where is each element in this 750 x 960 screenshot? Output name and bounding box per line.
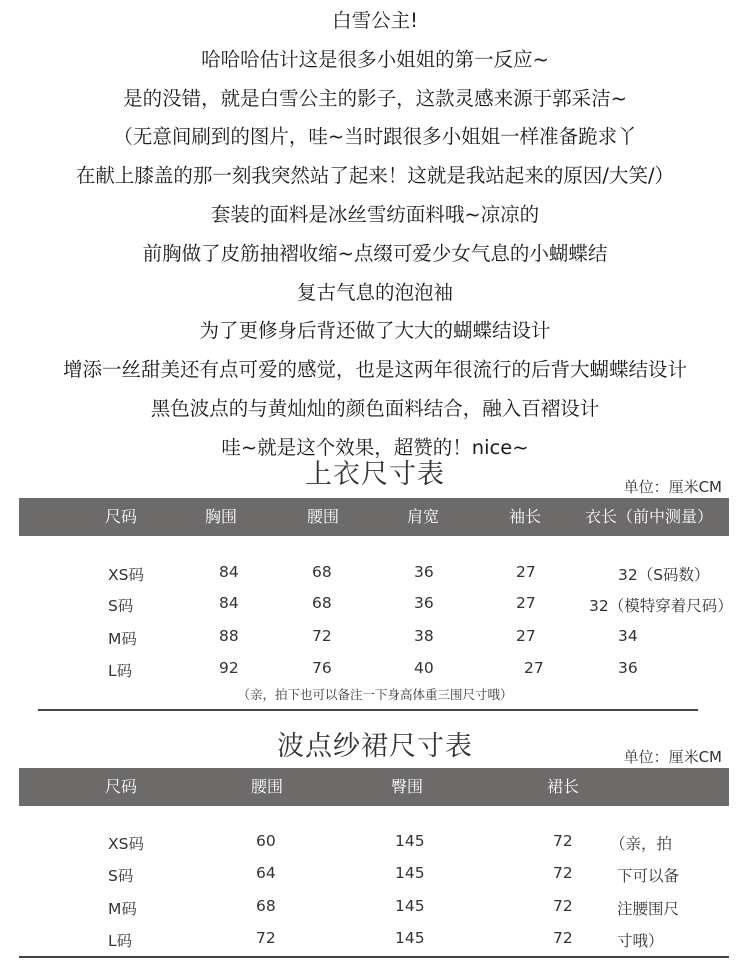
- description-line: 黑色波点的与黄灿灿的颜色面料结合，融入百褶设计: [150, 396, 600, 420]
- top-size-unit: 单位：厘米CM: [623, 478, 722, 496]
- hip-cell: 145: [395, 929, 425, 947]
- size-cell: M码: [108, 900, 137, 918]
- skirt-length-cell: 72: [553, 864, 573, 882]
- hip-cell: 145: [395, 897, 425, 915]
- hip-cell: 145: [395, 864, 425, 882]
- size-cell: XS码: [108, 835, 144, 853]
- header-sleeve: 袖长: [509, 507, 542, 526]
- length-cell: 32（S码数）: [618, 566, 710, 584]
- skirt-size-table-title: 波点纱裙尺寸表: [277, 731, 473, 762]
- chest-cell: 84: [219, 563, 239, 581]
- description-line: 套装的面料是冰丝雪纺面料哦~凉凉的: [210, 202, 540, 226]
- description-line: 是的没错，就是白雪公主的影子，这款灵感来源于郭采洁~: [123, 86, 627, 110]
- waist-cell: 76: [312, 659, 332, 677]
- chest-cell: 92: [219, 659, 239, 677]
- sleeve-cell: 27: [516, 594, 536, 612]
- description-line: （无意间刷到的图片，哇~当时跟很多小姐姐一样准备跪求丫: [113, 125, 637, 149]
- description-line: 前胸做了皮筋抽褶收缩~点缀可爱少女气息的小蝴蝶结: [142, 241, 608, 265]
- table-bottom-rule: [19, 956, 729, 958]
- top-size-table-header: [19, 498, 729, 536]
- waist-cell: 72: [256, 929, 276, 947]
- shoulder-cell: 38: [414, 627, 434, 645]
- skirt-side-note: 寸哦）: [617, 932, 664, 950]
- skirt-length-cell: 72: [553, 832, 573, 850]
- header-length: 衣长（前中测量）: [585, 507, 714, 526]
- description-line: 哇~就是这个效果，超赞的！nice~: [221, 435, 529, 459]
- size-cell: S码: [108, 867, 134, 885]
- header-waist: 腰围: [251, 777, 284, 796]
- length-cell: 32（模特穿着尺码）: [589, 597, 733, 615]
- size-cell: XS码: [108, 566, 144, 584]
- sleeve-cell: 27: [524, 659, 544, 677]
- skirt-side-note: 注腰围尺: [617, 900, 680, 918]
- size-cell: S码: [108, 597, 134, 615]
- chest-cell: 84: [219, 594, 239, 612]
- header-size: 尺码: [105, 777, 138, 796]
- waist-cell: 68: [256, 897, 276, 915]
- section-divider: [38, 709, 698, 711]
- skirt-side-note: 下可以备: [617, 867, 680, 885]
- size-cell: L码: [108, 662, 133, 680]
- length-cell: 36: [618, 659, 638, 677]
- top-size-note: （亲，拍下也可以备注一下身高体重三围尺寸哦）: [237, 687, 513, 702]
- description-line: 哈哈哈估计这是很多小姐姐的第一反应~: [201, 47, 549, 71]
- hip-cell: 145: [395, 832, 425, 850]
- header-skirt-length: 裙长: [547, 777, 580, 796]
- description-line: 在献上膝盖的那一刻我突然站了起来！这就是我站起来的原因/大笑/）: [75, 164, 675, 188]
- skirt-size-unit: 单位：厘米CM: [623, 748, 722, 766]
- chest-cell: 88: [219, 627, 239, 645]
- header-shoulder: 肩宽: [407, 507, 440, 526]
- description-line: 白雪公主!: [332, 9, 418, 32]
- description-line: 复古气息的泡泡袖: [296, 280, 453, 304]
- waist-cell: 68: [312, 594, 332, 612]
- waist-cell: 72: [312, 627, 332, 645]
- skirt-side-note: （亲，拍: [610, 835, 673, 853]
- top-size-table-title: 上衣尺寸表: [305, 459, 445, 490]
- header-chest: 胸围: [205, 507, 238, 526]
- shoulder-cell: 36: [414, 594, 434, 612]
- description-line: 为了更修身后背还做了大大的蝴蝶结设计: [199, 319, 551, 343]
- header-size: 尺码: [105, 507, 138, 526]
- sleeve-cell: 27: [516, 627, 536, 645]
- description-line: 增添一丝甜美还有点可爱的感觉，也是这两年很流行的后背大蝴蝶结设计: [62, 358, 687, 382]
- waist-cell: 64: [256, 864, 276, 882]
- size-cell: M码: [108, 630, 137, 648]
- skirt-length-cell: 72: [553, 929, 573, 947]
- waist-cell: 60: [256, 832, 276, 850]
- waist-cell: 68: [312, 563, 332, 581]
- header-hip: 臀围: [391, 777, 424, 796]
- shoulder-cell: 40: [414, 659, 434, 677]
- shoulder-cell: 36: [414, 563, 434, 581]
- sleeve-cell: 27: [516, 563, 536, 581]
- product-description: [0, 2, 750, 468]
- skirt-size-table-header: [19, 768, 729, 806]
- skirt-length-cell: 72: [553, 897, 573, 915]
- size-cell: L码: [108, 932, 133, 950]
- header-waist: 腰围: [307, 507, 340, 526]
- length-cell: 34: [618, 627, 638, 645]
